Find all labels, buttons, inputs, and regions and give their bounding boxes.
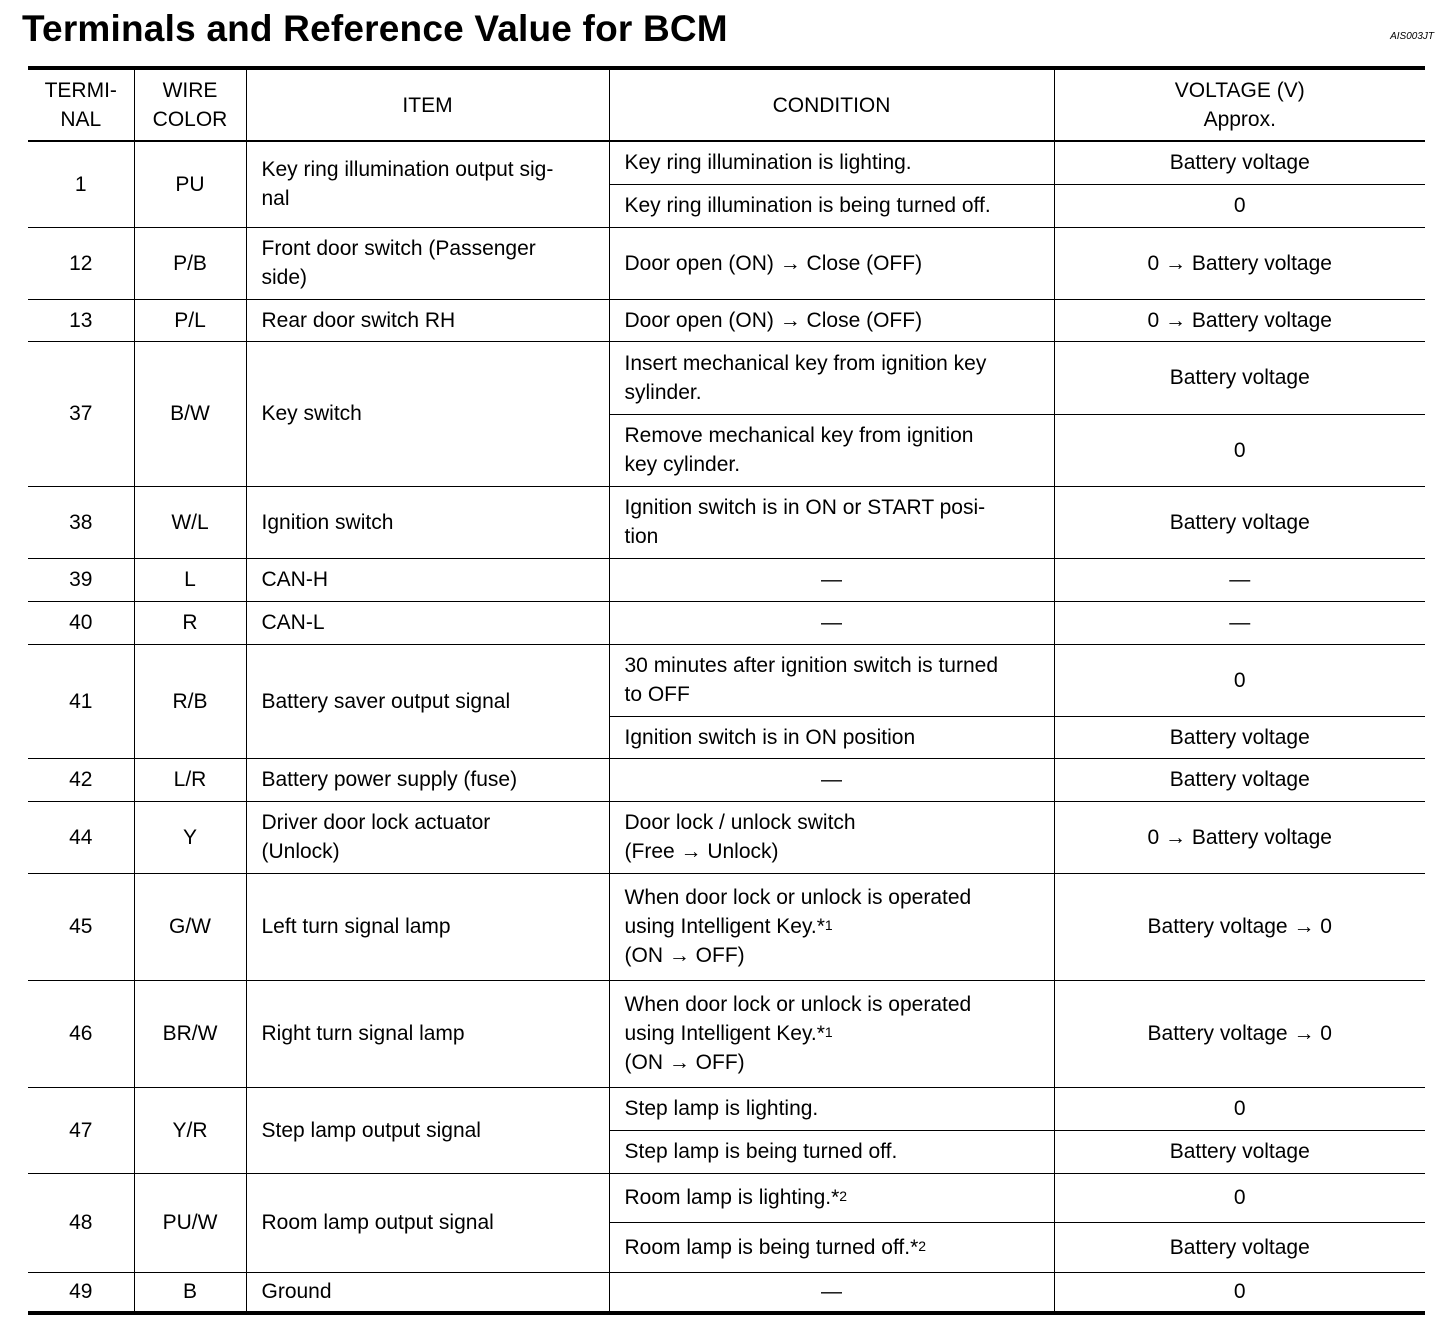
voltage-cell: Battery voltage [1054, 1222, 1425, 1272]
condition-text-line: tion [624, 525, 659, 548]
terminal-cell: 12 [28, 227, 134, 299]
item-text-line: Driver door lock actuator [261, 811, 491, 834]
wire-color-cell: P/L [134, 299, 246, 341]
wire-color-cell: B/W [134, 341, 246, 486]
page-title: Terminals and Reference Value for BCM [22, 8, 728, 49]
voltage-cell: Battery voltage [1054, 141, 1425, 184]
condition-text-line: (ON → OFF) [624, 944, 745, 967]
footnote-marker: 2 [839, 1188, 848, 1204]
condition-cell [609, 299, 1054, 341]
condition-text-line: 30 minutes after ignition switch is turned [624, 654, 999, 677]
condition-text-line: Step lamp is lighting. [624, 1097, 819, 1120]
header-wire-color [134, 68, 246, 141]
condition-text-line: (ON → OFF) [624, 1051, 745, 1074]
condition-text-line: Ignition switch is in ON position [624, 725, 916, 749]
condition-cell [609, 414, 1054, 486]
condition-cell [609, 141, 1054, 184]
terminal-cell: 45 [28, 873, 134, 980]
condition-cell [609, 873, 1054, 980]
condition-text-line: Room lamp is being turned off.* [624, 1235, 919, 1259]
wire-color-cell: B [134, 1272, 246, 1313]
terminal-cell: 49 [28, 1272, 134, 1313]
wire-color-cell: PU/W [134, 1173, 246, 1272]
voltage-cell: 0 [1054, 644, 1425, 716]
footnote-marker: 1 [824, 1024, 833, 1040]
item-text-line: Key ring illumination output sig- [261, 158, 554, 182]
header-wire-color-line: WIRE [162, 79, 218, 102]
item-cell [246, 1087, 609, 1173]
voltage-cell: Battery voltage → 0 [1054, 980, 1425, 1087]
wire-color-cell: P/B [134, 227, 246, 299]
item-cell [246, 141, 609, 227]
condition-cell [609, 601, 1054, 644]
item-cell [246, 341, 609, 486]
header-terminal [28, 68, 134, 141]
wire-color-cell: BR/W [134, 980, 246, 1087]
item-text-line: Right turn signal lamp [261, 1022, 465, 1045]
voltage-cell: Battery voltage [1054, 758, 1425, 801]
condition-cell [609, 1087, 1054, 1130]
table-row [28, 299, 1425, 341]
voltage-cell: 0 → Battery voltage [1054, 227, 1425, 299]
voltage-cell: — [1054, 601, 1425, 644]
condition-cell [609, 1272, 1054, 1313]
header-condition: CONDITION [609, 68, 1054, 141]
condition-text-line: sylinder. [624, 380, 702, 404]
condition-cell [609, 1130, 1054, 1173]
voltage-cell: 0 [1054, 1173, 1425, 1222]
condition-text-line: Key ring illumination is lighting. [624, 151, 912, 175]
condition-text-line: — [821, 768, 842, 791]
item-cell [246, 227, 609, 299]
wire-color-cell: R/B [134, 644, 246, 758]
table-row [28, 486, 1425, 558]
voltage-cell: Battery voltage [1054, 341, 1425, 414]
condition-text-line: Key ring illumination is being turned off. [624, 194, 991, 217]
condition-cell [609, 227, 1054, 299]
table-row [28, 141, 1425, 184]
item-cell [246, 486, 609, 558]
terminal-cell: 44 [28, 801, 134, 873]
header-row [28, 68, 1425, 141]
wire-color-cell: L [134, 558, 246, 601]
terminal-cell: 39 [28, 558, 134, 601]
item-cell [246, 1173, 609, 1272]
condition-text-line: Step lamp is being turned off. [624, 1140, 898, 1163]
voltage-cell: 0 → Battery voltage [1054, 801, 1425, 873]
condition-text-line: When door lock or unlock is operated [624, 993, 972, 1016]
item-text-line: Front door switch (Passenger [261, 237, 536, 260]
document-code: AIS003JT [1390, 31, 1434, 42]
condition-text-line: (Free → Unlock) [624, 840, 779, 863]
item-text-line: Ground [261, 1280, 332, 1304]
table-row [28, 601, 1425, 644]
item-text-line: Battery power supply (fuse) [261, 768, 518, 791]
header-item: ITEM [246, 68, 609, 141]
item-cell [246, 873, 609, 980]
condition-cell [609, 486, 1054, 558]
table-row [28, 801, 1425, 873]
condition-text-line: using Intelligent Key.* [624, 915, 825, 938]
condition-text-line: — [821, 1280, 842, 1304]
item-text-line: Rear door switch RH [261, 308, 456, 332]
terminal-cell: 40 [28, 601, 134, 644]
condition-cell [609, 1222, 1054, 1272]
terminal-cell: 46 [28, 980, 134, 1087]
item-cell [246, 980, 609, 1087]
header-voltage-line: Approx. [1203, 108, 1276, 131]
table-row [28, 644, 1425, 716]
header-voltage [1054, 68, 1425, 141]
voltage-cell: — [1054, 558, 1425, 601]
table-row [28, 758, 1425, 801]
condition-text-line: Door open (ON) → Close (OFF) [624, 251, 923, 275]
table-row [28, 1173, 1425, 1222]
terminal-cell: 37 [28, 341, 134, 486]
item-text-line: Ignition switch [261, 510, 394, 534]
voltage-cell: 0 [1054, 1087, 1425, 1130]
wire-color-cell: R [134, 601, 246, 644]
terminal-cell: 1 [28, 141, 134, 227]
table-row [28, 980, 1425, 1087]
voltage-cell: 0 [1054, 1272, 1425, 1313]
condition-text-line: — [821, 568, 842, 591]
wire-color-cell: Y/R [134, 1087, 246, 1173]
item-cell [246, 558, 609, 601]
terminal-cell: 48 [28, 1173, 134, 1272]
table-body [28, 141, 1425, 1313]
item-text-line: nal [261, 187, 290, 211]
item-cell [246, 299, 609, 341]
header-terminal-line: TERMI- [44, 79, 117, 102]
item-text-line: Battery saver output signal [261, 689, 511, 713]
wire-color-cell: G/W [134, 873, 246, 980]
wire-color-cell: L/R [134, 758, 246, 801]
terminal-cell: 47 [28, 1087, 134, 1173]
voltage-cell: Battery voltage [1054, 486, 1425, 558]
voltage-cell: 0 [1054, 184, 1425, 227]
voltage-cell: Battery voltage [1054, 1130, 1425, 1173]
condition-text-line: Ignition switch is in ON or START posi- [624, 496, 986, 519]
condition-cell [609, 980, 1054, 1087]
condition-text-line: When door lock or unlock is operated [624, 886, 972, 909]
item-cell [246, 801, 609, 873]
table-row [28, 873, 1425, 980]
condition-cell [609, 644, 1054, 716]
item-text-line: Step lamp output signal [261, 1118, 481, 1142]
condition-text-line: Remove mechanical key from ignition [624, 424, 974, 447]
table-row [28, 1087, 1425, 1130]
condition-text-line: Insert mechanical key from ignition key [624, 351, 987, 375]
item-cell [246, 601, 609, 644]
wire-color-cell: Y [134, 801, 246, 873]
condition-cell [609, 801, 1054, 873]
condition-cell [609, 1173, 1054, 1222]
terminal-cell: 38 [28, 486, 134, 558]
voltage-cell: 0 → Battery voltage [1054, 299, 1425, 341]
condition-text-line: — [821, 611, 842, 634]
condition-text-line: Door lock / unlock switch [624, 811, 856, 834]
condition-text-line: to OFF [624, 683, 690, 706]
condition-cell [609, 341, 1054, 414]
footnote-marker: 2 [918, 1237, 927, 1254]
item-cell [246, 758, 609, 801]
table-row [28, 558, 1425, 601]
item-text-line: CAN-L [261, 611, 325, 634]
wire-color-cell: W/L [134, 486, 246, 558]
table-row [28, 341, 1425, 414]
item-text-line: Left turn signal lamp [261, 915, 451, 938]
voltage-cell: Battery voltage → 0 [1054, 873, 1425, 980]
condition-text-line: Door open (ON) → Close (OFF) [624, 308, 923, 332]
footnote-marker: 1 [824, 917, 833, 933]
condition-text-line: key cylinder. [624, 453, 741, 476]
header-voltage-line: VOLTAGE (V) [1174, 79, 1305, 102]
item-text-line: side) [261, 266, 308, 289]
item-text-line: (Unlock) [261, 840, 340, 863]
item-text-line: Room lamp output signal [261, 1211, 494, 1234]
condition-cell [609, 758, 1054, 801]
condition-cell [609, 184, 1054, 227]
item-text-line: CAN-H [261, 568, 328, 591]
condition-text-line: Room lamp is lighting.* [624, 1186, 840, 1209]
condition-cell [609, 558, 1054, 601]
condition-cell [609, 716, 1054, 758]
item-text-line: Key switch [261, 402, 362, 425]
header-wire-color-line: COLOR [152, 108, 228, 131]
terminal-cell: 13 [28, 299, 134, 341]
voltage-cell: 0 [1054, 414, 1425, 486]
item-cell [246, 1272, 609, 1313]
header-terminal-line: NAL [60, 108, 102, 131]
wire-color-cell: PU [134, 141, 246, 227]
terminal-cell: 41 [28, 644, 134, 758]
table-row [28, 227, 1425, 299]
terminals-table [28, 66, 1425, 1315]
condition-text-line: using Intelligent Key.* [624, 1022, 825, 1045]
voltage-cell: Battery voltage [1054, 716, 1425, 758]
item-cell [246, 644, 609, 758]
terminal-cell: 42 [28, 758, 134, 801]
table-row [28, 1272, 1425, 1313]
